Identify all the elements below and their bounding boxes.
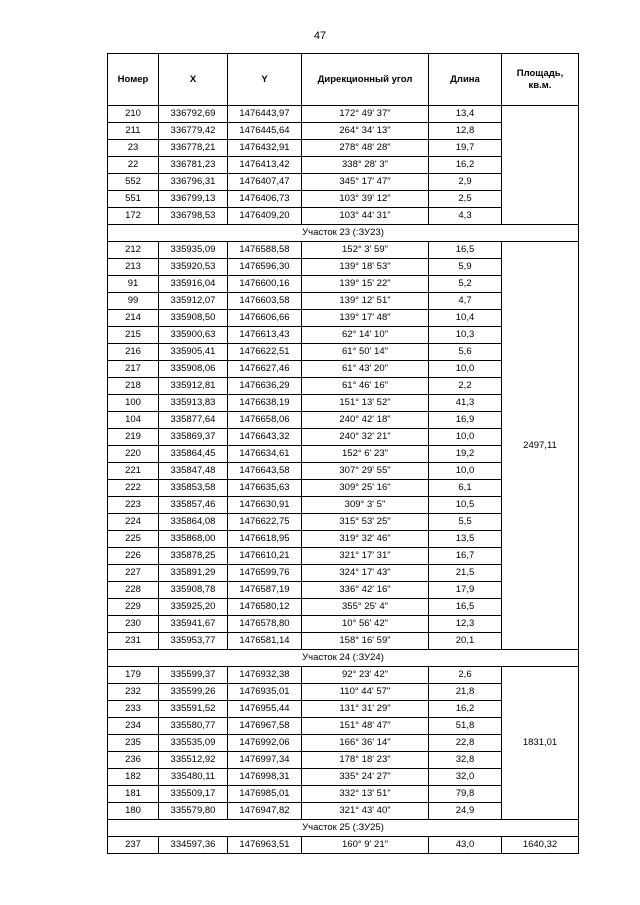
coord-x: 335953,77 <box>159 633 228 650</box>
point-number: 214 <box>108 310 159 327</box>
point-number: 217 <box>108 361 159 378</box>
direction-angle: 103° 39' 12" <box>302 191 429 208</box>
header-area: Площадь, кв.м. <box>502 54 579 106</box>
coord-x: 335864,45 <box>159 446 228 463</box>
segment-length: 32,8 <box>429 752 502 769</box>
point-number: 237 <box>108 837 159 854</box>
direction-angle: 139° 17' 48" <box>302 310 429 327</box>
point-number: 182 <box>108 769 159 786</box>
direction-angle: 103° 44' 31" <box>302 208 429 225</box>
segment-length: 17,9 <box>429 582 502 599</box>
coord-y: 1476658,06 <box>228 412 302 429</box>
point-number: 213 <box>108 259 159 276</box>
segment-length: 16,9 <box>429 412 502 429</box>
coord-y: 1476618,95 <box>228 531 302 548</box>
area-value: 1831,01 <box>502 667 579 820</box>
table-header-row <box>108 54 579 106</box>
direction-angle: 336° 42' 16" <box>302 582 429 599</box>
point-number: 225 <box>108 531 159 548</box>
area-value: 2497,11 <box>502 242 579 650</box>
direction-angle: 139° 15' 22" <box>302 276 429 293</box>
segment-length: 13,5 <box>429 531 502 548</box>
segment-length: 10,0 <box>429 429 502 446</box>
section-title: Участок 23 (:ЗУ23) <box>108 225 579 242</box>
coord-y: 1476935,01 <box>228 684 302 701</box>
direction-angle: 160° 9' 21" <box>302 837 429 854</box>
segment-length: 5,5 <box>429 514 502 531</box>
segment-length: 32,0 <box>429 769 502 786</box>
table-row <box>108 106 579 123</box>
direction-angle: 152° 6' 23" <box>302 446 429 463</box>
direction-angle: 10° 56' 42" <box>302 616 429 633</box>
coord-x: 335509,17 <box>159 786 228 803</box>
coord-y: 1476636,29 <box>228 378 302 395</box>
coord-x: 335864,08 <box>159 514 228 531</box>
coord-x: 335920,53 <box>159 259 228 276</box>
coord-x: 335941,67 <box>159 616 228 633</box>
direction-angle: 151° 13' 52" <box>302 395 429 412</box>
table-body <box>108 106 579 854</box>
point-number: 552 <box>108 174 159 191</box>
coord-y: 1476947,82 <box>228 803 302 820</box>
coord-y: 1476955,44 <box>228 701 302 718</box>
point-number: 220 <box>108 446 159 463</box>
segment-length: 2,2 <box>429 378 502 395</box>
direction-angle: 61° 43' 20" <box>302 361 429 378</box>
coord-x: 335535,09 <box>159 735 228 752</box>
direction-angle: 61° 46' 16" <box>302 378 429 395</box>
header-number: Номер <box>108 54 159 106</box>
segment-length: 5,6 <box>429 344 502 361</box>
point-number: 100 <box>108 395 159 412</box>
coord-x: 336779,42 <box>159 123 228 140</box>
coord-y: 1476443,97 <box>228 106 302 123</box>
segment-length: 2,9 <box>429 174 502 191</box>
coord-x: 335857,46 <box>159 497 228 514</box>
coord-y: 1476622,51 <box>228 344 302 361</box>
coord-y: 1476445,64 <box>228 123 302 140</box>
coord-x: 335878,25 <box>159 548 228 565</box>
segment-length: 10,3 <box>429 327 502 344</box>
segment-length: 2,5 <box>429 191 502 208</box>
point-number: 218 <box>108 378 159 395</box>
direction-angle: 321° 17' 31" <box>302 548 429 565</box>
coord-x: 335868,00 <box>159 531 228 548</box>
point-number: 230 <box>108 616 159 633</box>
table-row <box>108 837 579 854</box>
point-number: 223 <box>108 497 159 514</box>
point-number: 180 <box>108 803 159 820</box>
area-value: 1640,32 <box>502 837 579 854</box>
direction-angle: 315° 53' 25" <box>302 514 429 531</box>
segment-length: 6,1 <box>429 480 502 497</box>
segment-length: 16,5 <box>429 242 502 259</box>
point-number: 172 <box>108 208 159 225</box>
section-row <box>108 820 579 837</box>
coord-x: 335912,07 <box>159 293 228 310</box>
coord-y: 1476588,58 <box>228 242 302 259</box>
direction-angle: 338° 28' 3" <box>302 157 429 174</box>
point-number: 179 <box>108 667 159 684</box>
point-number: 22 <box>108 157 159 174</box>
direction-angle: 139° 12' 51" <box>302 293 429 310</box>
coord-y: 1476613,43 <box>228 327 302 344</box>
direction-angle: 151° 48' 47" <box>302 718 429 735</box>
coord-x: 335905,41 <box>159 344 228 361</box>
coord-x: 335869,37 <box>159 429 228 446</box>
direction-angle: 139° 18' 53" <box>302 259 429 276</box>
coord-y: 1476406,73 <box>228 191 302 208</box>
point-number: 233 <box>108 701 159 718</box>
point-number: 99 <box>108 293 159 310</box>
segment-length: 79,8 <box>429 786 502 803</box>
coord-x: 335913,83 <box>159 395 228 412</box>
section-title: Участок 25 (:ЗУ25) <box>108 820 579 837</box>
segment-length: 4,3 <box>429 208 502 225</box>
coord-x: 335512,92 <box>159 752 228 769</box>
direction-angle: 240° 32' 21" <box>302 429 429 446</box>
direction-angle: 110° 44' 57" <box>302 684 429 701</box>
coord-x: 335916,04 <box>159 276 228 293</box>
direction-angle: 240° 42' 18" <box>302 412 429 429</box>
direction-angle: 309° 25' 16" <box>302 480 429 497</box>
segment-length: 24,9 <box>429 803 502 820</box>
coord-y: 1476407,47 <box>228 174 302 191</box>
coord-x: 336781,23 <box>159 157 228 174</box>
section-title: Участок 24 (:ЗУ24) <box>108 650 579 667</box>
coord-x: 335579,80 <box>159 803 228 820</box>
coord-x: 336796,31 <box>159 174 228 191</box>
coord-y: 1476599,76 <box>228 565 302 582</box>
direction-angle: 345° 17' 47" <box>302 174 429 191</box>
coord-y: 1476610,21 <box>228 548 302 565</box>
coord-y: 1476413,42 <box>228 157 302 174</box>
coord-x: 335908,50 <box>159 310 228 327</box>
direction-angle: 324° 17' 43" <box>302 565 429 582</box>
point-number: 236 <box>108 752 159 769</box>
direction-angle: 319° 32' 46" <box>302 531 429 548</box>
coord-y: 1476630,91 <box>228 497 302 514</box>
segment-length: 10,4 <box>429 310 502 327</box>
segment-length: 13,4 <box>429 106 502 123</box>
segment-length: 21,8 <box>429 684 502 701</box>
coord-y: 1476603,58 <box>228 293 302 310</box>
point-number: 227 <box>108 565 159 582</box>
direction-angle: 309° 3' 5" <box>302 497 429 514</box>
coord-y: 1476634,61 <box>228 446 302 463</box>
segment-length: 19,2 <box>429 446 502 463</box>
point-number: 551 <box>108 191 159 208</box>
direction-angle: 178° 18' 23" <box>302 752 429 769</box>
point-number: 235 <box>108 735 159 752</box>
segment-length: 41,3 <box>429 395 502 412</box>
coord-x: 335935,09 <box>159 242 228 259</box>
coord-y: 1476596,30 <box>228 259 302 276</box>
coord-y: 1476985,01 <box>228 786 302 803</box>
coord-x: 335912,81 <box>159 378 228 395</box>
coord-y: 1476932,38 <box>228 667 302 684</box>
point-number: 181 <box>108 786 159 803</box>
table-row <box>108 667 579 684</box>
coord-y: 1476643,58 <box>228 463 302 480</box>
direction-angle: 92° 23' 42" <box>302 667 429 684</box>
segment-length: 12,3 <box>429 616 502 633</box>
point-number: 222 <box>108 480 159 497</box>
header-x: X <box>159 54 228 106</box>
table-row <box>108 242 579 259</box>
point-number: 232 <box>108 684 159 701</box>
coord-y: 1476638,19 <box>228 395 302 412</box>
direction-angle: 355° 25' 4" <box>302 599 429 616</box>
point-number: 216 <box>108 344 159 361</box>
coord-x: 335599,37 <box>159 667 228 684</box>
segment-length: 4,7 <box>429 293 502 310</box>
segment-length: 16,2 <box>429 701 502 718</box>
segment-length: 5,2 <box>429 276 502 293</box>
segment-length: 5,9 <box>429 259 502 276</box>
coord-y: 1476432,91 <box>228 140 302 157</box>
coord-y: 1476635,63 <box>228 480 302 497</box>
segment-length: 19,7 <box>429 140 502 157</box>
point-number: 224 <box>108 514 159 531</box>
coord-x: 336792,69 <box>159 106 228 123</box>
page-number: 47 <box>313 30 327 42</box>
point-number: 23 <box>108 140 159 157</box>
coord-x: 335900,63 <box>159 327 228 344</box>
coord-x: 334597,36 <box>159 837 228 854</box>
segment-length: 10,0 <box>429 463 502 480</box>
segment-length: 16,7 <box>429 548 502 565</box>
direction-angle: 172° 49' 37" <box>302 106 429 123</box>
direction-angle: 332° 13' 51" <box>302 786 429 803</box>
section-row <box>108 225 579 242</box>
segment-length: 22,8 <box>429 735 502 752</box>
coordinates-table <box>107 53 579 854</box>
segment-length: 16,5 <box>429 599 502 616</box>
coord-x: 335591,52 <box>159 701 228 718</box>
segment-length: 10,0 <box>429 361 502 378</box>
direction-angle: 307° 29' 55" <box>302 463 429 480</box>
coord-y: 1476992,06 <box>228 735 302 752</box>
point-number: 212 <box>108 242 159 259</box>
coord-y: 1476578,80 <box>228 616 302 633</box>
coord-y: 1476967,58 <box>228 718 302 735</box>
coord-x: 335853,58 <box>159 480 228 497</box>
coord-y: 1476643,32 <box>228 429 302 446</box>
point-number: 215 <box>108 327 159 344</box>
direction-angle: 278° 48' 28" <box>302 140 429 157</box>
segment-length: 12,8 <box>429 123 502 140</box>
coord-x: 336798,53 <box>159 208 228 225</box>
coord-y: 1476409,20 <box>228 208 302 225</box>
coord-x: 335908,78 <box>159 582 228 599</box>
point-number: 228 <box>108 582 159 599</box>
direction-angle: 62° 14' 10" <box>302 327 429 344</box>
direction-angle: 321° 43' 40" <box>302 803 429 820</box>
segment-length: 20,1 <box>429 633 502 650</box>
area-value <box>502 106 579 225</box>
segment-length: 16,2 <box>429 157 502 174</box>
coord-x: 335891,29 <box>159 565 228 582</box>
direction-angle: 264° 34' 13" <box>302 123 429 140</box>
coord-y: 1476600,16 <box>228 276 302 293</box>
point-number: 234 <box>108 718 159 735</box>
segment-length: 21,5 <box>429 565 502 582</box>
coord-x: 335908,06 <box>159 361 228 378</box>
point-number: 210 <box>108 106 159 123</box>
point-number: 229 <box>108 599 159 616</box>
coord-x: 335599,26 <box>159 684 228 701</box>
header-direction-angle: Дирекционный угол <box>302 54 429 106</box>
header-y: Y <box>228 54 302 106</box>
coord-x: 335580,77 <box>159 718 228 735</box>
coord-y: 1476627,46 <box>228 361 302 378</box>
coord-y: 1476581,14 <box>228 633 302 650</box>
direction-angle: 152° 3' 59" <box>302 242 429 259</box>
coord-y: 1476606,66 <box>228 310 302 327</box>
coord-x: 336778,21 <box>159 140 228 157</box>
direction-angle: 61° 50' 14" <box>302 344 429 361</box>
point-number: 91 <box>108 276 159 293</box>
segment-length: 51,8 <box>429 718 502 735</box>
coord-x: 336799,13 <box>159 191 228 208</box>
coord-y: 1476622,75 <box>228 514 302 531</box>
segment-length: 43,0 <box>429 837 502 854</box>
point-number: 219 <box>108 429 159 446</box>
coord-y: 1476963,51 <box>228 837 302 854</box>
point-number: 104 <box>108 412 159 429</box>
coord-x: 335925,20 <box>159 599 228 616</box>
direction-angle: 158° 16' 59" <box>302 633 429 650</box>
point-number: 211 <box>108 123 159 140</box>
point-number: 226 <box>108 548 159 565</box>
coord-x: 335847,48 <box>159 463 228 480</box>
segment-length: 2,6 <box>429 667 502 684</box>
direction-angle: 131° 31' 29" <box>302 701 429 718</box>
direction-angle: 166° 36' 14" <box>302 735 429 752</box>
coord-y: 1476997,34 <box>228 752 302 769</box>
section-row <box>108 650 579 667</box>
point-number: 221 <box>108 463 159 480</box>
coord-y: 1476580,12 <box>228 599 302 616</box>
coord-y: 1476587,19 <box>228 582 302 599</box>
coord-y: 1476998,31 <box>228 769 302 786</box>
direction-angle: 335° 24' 27" <box>302 769 429 786</box>
header-length: Длина <box>429 54 502 106</box>
coord-x: 335480,11 <box>159 769 228 786</box>
coord-x: 335877,64 <box>159 412 228 429</box>
point-number: 231 <box>108 633 159 650</box>
segment-length: 10,5 <box>429 497 502 514</box>
